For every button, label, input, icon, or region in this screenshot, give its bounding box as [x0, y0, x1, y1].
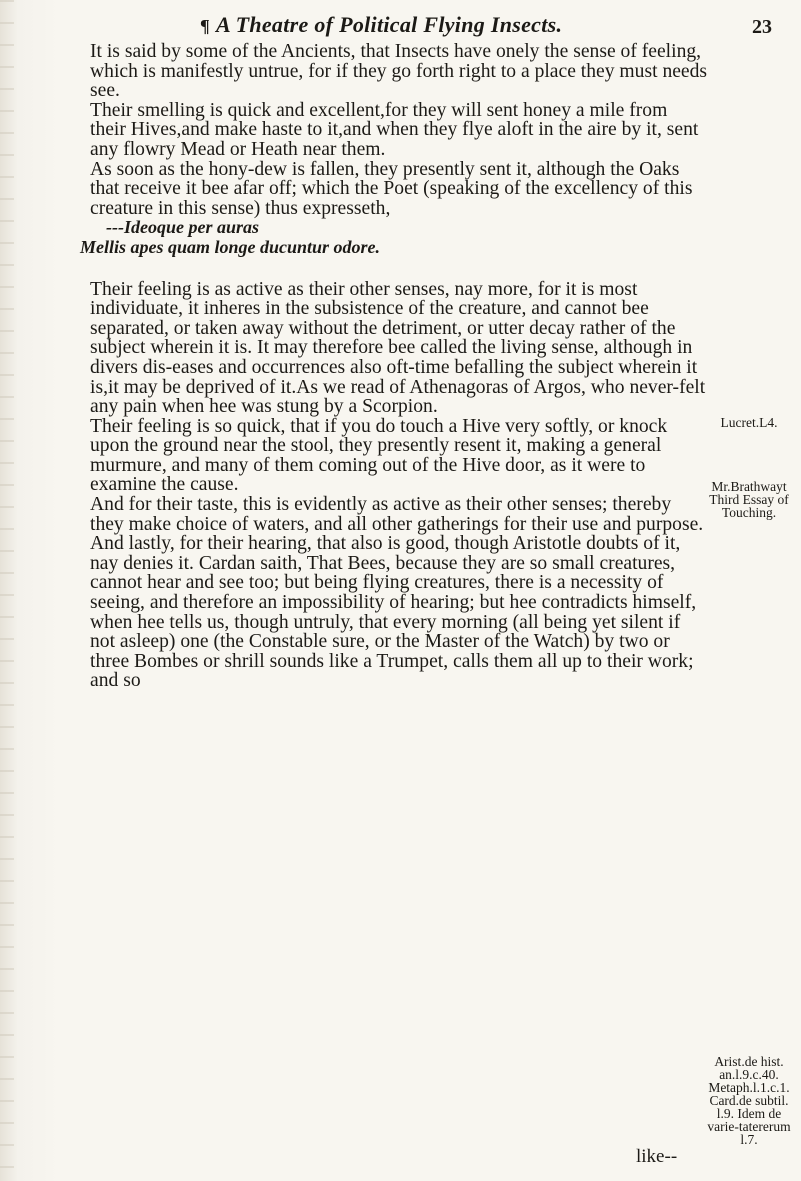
- running-header: [200, 12, 680, 38]
- margin-note-aristotle: Arist.de hist. an.l.9.c.40. Metaph.l.1.c.1. Card.de subtil. l.9. Idem de varie-tatererum l.7.: [707, 1054, 791, 1147]
- binding-gutter: [0, 0, 14, 1181]
- paragraph-hive-touch: Their feeling is so quick, that if you do touch a Hive very softly, or knock upon the ground near the stool, they presently resent it, making a general murmure, and many of them coming out of the Hive door, as it were to examine the cause.: [90, 415, 668, 496]
- paragraph-smelling: Their smelling is quick and excellent,for they will sent honey a mile from their Hives,and make haste to it,and when they flye aloft in the aire by it, sent any flowry Mead or Heath near them.: [90, 99, 699, 160]
- paragraph-honeydew: As soon as the hony-dew is fallen, they presently sent it, although the Oaks that receive it bee afar off; which the Poet (speaking of the excellency of this creature in this sense) thus expresseth,: [90, 158, 693, 219]
- latin-quote-line-2: Mellis apes quam longe ducuntur odore.: [80, 236, 381, 257]
- catchword: like--: [636, 1146, 678, 1167]
- page-number: 23: [752, 16, 772, 38]
- paragraph-hearing: And lastly, for their hearing, that also is good, though Aristotle doubts of it, nay denies it. Cardan saith, That Bees, because they are so small creatures, cannot hear and see too; but being flying creatures, there is a necessity of seeing, and therefore an impossibility of hearing; but hee contradicts himself, when hee tells us, though untruly, that every morning (all being yet silent if not asleep) one (the Constable sure, or the Master of the Watch) by two or three Bombes or shrill sounds like a Trumpet, calls them all up to their work; and so: [90, 533, 697, 692]
- paragraph-senses: It is said by some of the Ancients, that Insects have onely the sense of feeling, which is manifestly untrue, for if they go forth right to a place they must needs see.: [90, 41, 708, 102]
- running-title: A Theatre of Political Flying Insects.: [216, 12, 563, 37]
- margin-note-lucretius: Lucret.L4.: [720, 415, 778, 430]
- page-body: [54, 42, 744, 691]
- pilcrow-icon: ¶: [200, 16, 211, 36]
- latin-quote-line-1: ---Ideoque per auras: [106, 217, 259, 238]
- margin-note-brathwayt: Mr.Brathwayt Third Essay of Touching.: [709, 479, 789, 520]
- paragraph-feeling: Their feeling is as active as their other senses, nay more, for it is most individuate, it inheres in the subsistence of the creature, and cannot bee separated, or taken away without the detriment, or utter decay rather of the subject wherein it is. It may therefore bee called the living sense, although in divers dis-eases and occurrences also oft-time befalling the subject wherein it is,it may be deprived of it.As we read of Athenagoras of Argos, who never-felt any pain when hee was stung by a Scorpion.: [90, 278, 706, 418]
- paragraph-taste: And for their taste, this is evidently as active as their other senses; thereby they make choice of waters, and all other gatherings for their use and purpose.: [90, 494, 704, 535]
